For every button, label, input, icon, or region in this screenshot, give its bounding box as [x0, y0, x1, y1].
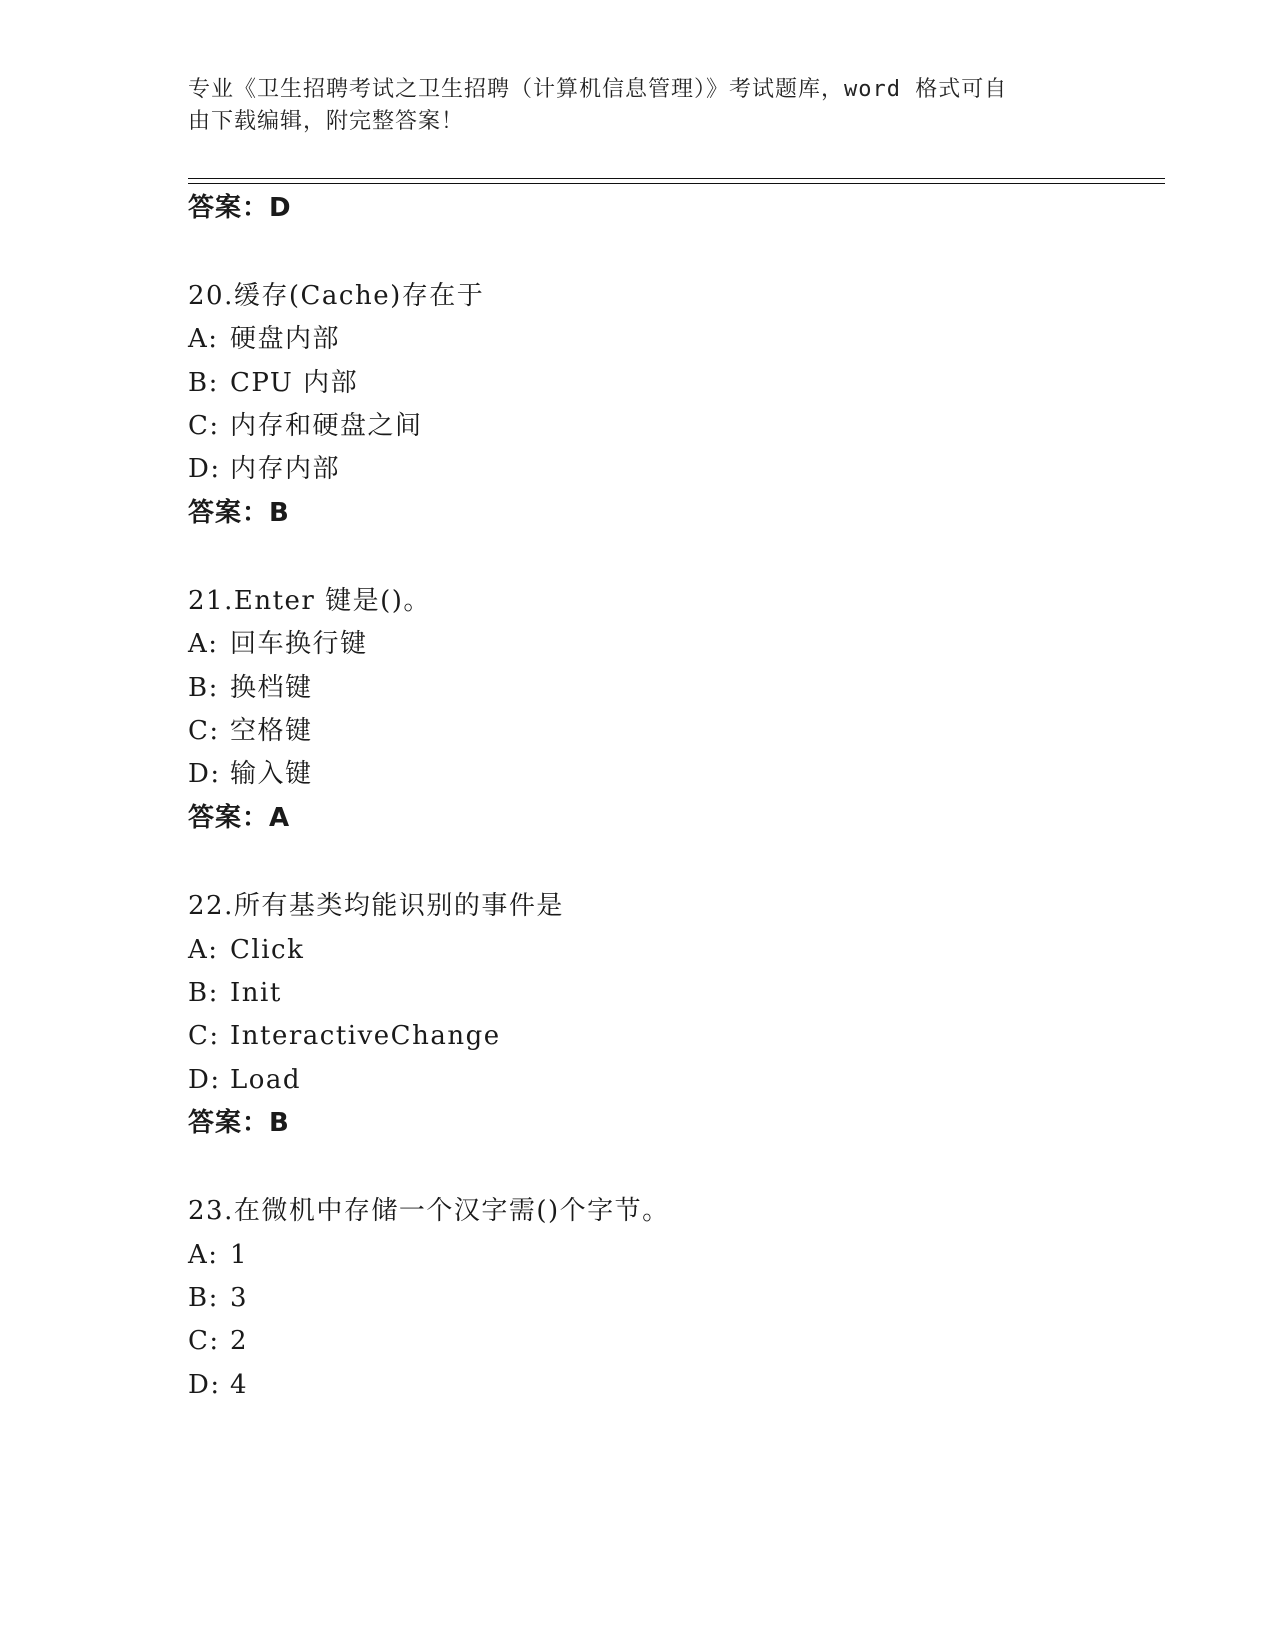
option-line [188, 976, 282, 1010]
option-text: 空格键 [230, 716, 313, 746]
option-text: 换档键 [230, 673, 313, 703]
option-line [188, 366, 358, 400]
option-line [188, 452, 340, 486]
document-header [188, 74, 1088, 138]
option-line [188, 1368, 248, 1402]
option-letter: B: [188, 1283, 219, 1313]
option-letter: B: [188, 368, 219, 398]
option-text: CPU 内部 [230, 368, 359, 398]
answer-label: 答案： [188, 193, 270, 223]
option-letter: B: [188, 673, 219, 703]
option-line [188, 671, 313, 705]
option-line [188, 1238, 248, 1272]
answer-line [188, 496, 290, 530]
answer-value: B [269, 1108, 290, 1138]
option-text: InteractiveChange [230, 1021, 501, 1051]
option-text: Click [230, 935, 305, 965]
option-letter: D: [188, 759, 221, 789]
answer-label: 答案： [188, 803, 270, 833]
option-line [188, 1281, 248, 1315]
answer-value: A [269, 803, 291, 833]
question-stem: 20.缓存(Cache)存在于 [188, 281, 485, 311]
option-letter: D: [188, 454, 221, 484]
option-letter: C: [188, 716, 220, 746]
option-letter: A: [188, 629, 219, 659]
option-letter: D: [188, 1065, 221, 1095]
option-text: 2 [230, 1326, 249, 1356]
answer-line [188, 191, 292, 225]
question-stem: 21.Enter 键是()。 [188, 586, 431, 616]
option-text: 4 [230, 1370, 249, 1400]
option-text: 硬盘内部 [230, 324, 341, 354]
option-letter: D: [188, 1370, 221, 1400]
header-divider-top [188, 178, 1165, 179]
option-letter: A: [188, 1240, 219, 1270]
option-text: 回车换行键 [230, 629, 368, 659]
answer-label: 答案： [188, 1108, 270, 1138]
option-letter: C: [188, 1326, 220, 1356]
option-line [188, 1063, 301, 1097]
option-line [188, 322, 340, 356]
option-text: 输入键 [230, 759, 313, 789]
question-stem: 22.所有基类均能识别的事件是 [188, 891, 564, 921]
answer-line [188, 1106, 290, 1140]
option-text: Load [230, 1065, 302, 1095]
answer-value: B [269, 498, 290, 528]
answer-value: D [269, 193, 292, 223]
option-line [188, 409, 423, 443]
answer-label: 答案： [188, 498, 270, 528]
header-divider-bottom [188, 183, 1165, 184]
answer-line [188, 801, 290, 835]
option-letter: B: [188, 978, 219, 1008]
option-text: 1 [230, 1240, 249, 1270]
option-letter: C: [188, 1021, 220, 1051]
header-line-1: 专业《卫生招聘考试之卫生招聘（计算机信息管理）》考试题库，word 格式可自 [188, 77, 1008, 102]
option-text: 内存内部 [230, 454, 341, 484]
option-line [188, 757, 313, 791]
question-stem: 23.在微机中存储一个汉字需()个字节。 [188, 1196, 670, 1226]
option-line [188, 714, 313, 748]
option-letter: A: [188, 324, 219, 354]
option-letter: C: [188, 411, 220, 441]
option-letter: A: [188, 935, 219, 965]
option-line [188, 933, 304, 967]
option-line [188, 1019, 501, 1053]
option-text: 内存和硬盘之间 [230, 411, 423, 441]
option-line [188, 1324, 248, 1358]
option-text: 3 [230, 1283, 249, 1313]
option-text: Init [230, 978, 282, 1008]
header-line-2: 由下载编辑，附完整答案！ [188, 109, 465, 134]
option-line [188, 627, 368, 661]
